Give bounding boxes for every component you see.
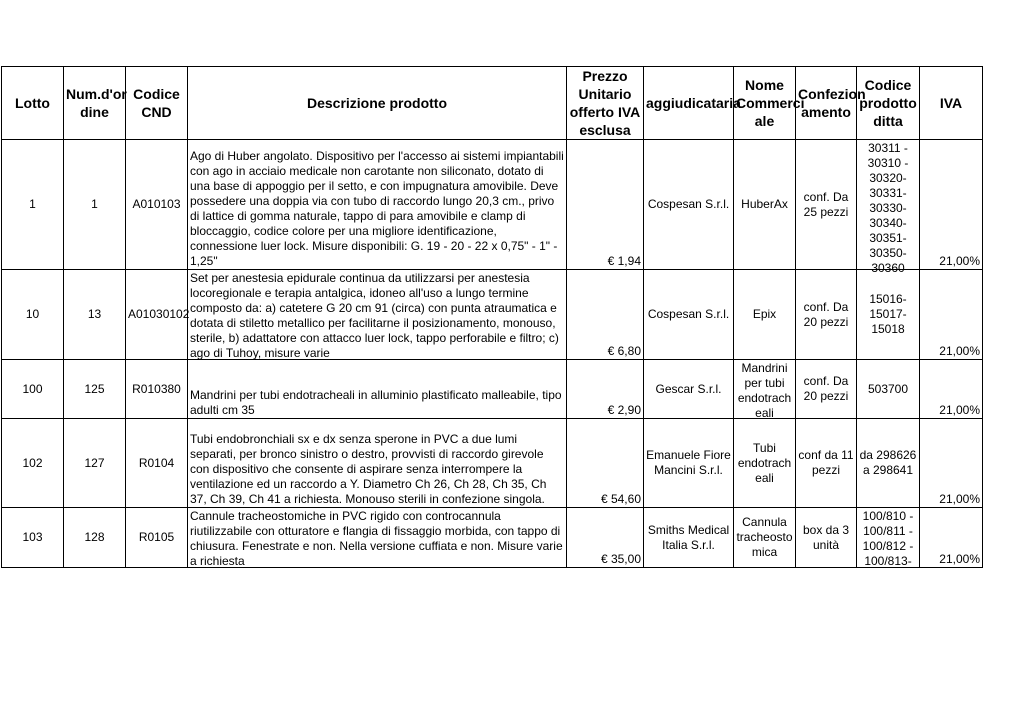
cell-lotto: 10 (2, 270, 64, 360)
procurement-table (1, 66, 983, 568)
cell-aggiudicataria: Smiths Medical Italia S.r.l. (644, 508, 734, 568)
cell-cnd: R0105 (126, 508, 188, 568)
header-aggiudicataria: aggiudicataria (644, 67, 734, 140)
cell-codice-ditta (857, 508, 920, 568)
cell-num: 128 (64, 508, 126, 568)
cell-confezione: box da 3 unità (796, 508, 857, 568)
cell-nome: HuberAx (734, 140, 796, 270)
procurement-table-sheet (1, 66, 983, 568)
header-lotto: Lotto (2, 67, 64, 140)
cell-confezione: conf. Da 20 pezzi (796, 270, 857, 360)
cell-cnd: R010380 (126, 360, 188, 419)
cell-aggiudicataria: Emanuele Fiore Mancini S.r.l. (644, 419, 734, 508)
cell-cnd: A010103 (126, 140, 188, 270)
description-text: Mandrini per tubi endotracheali in alluminio plastificato malleabile, tipo adulti cm 35 (190, 388, 562, 417)
cell-description (188, 419, 567, 508)
table-row (2, 360, 983, 419)
codice-ditta-text: 30311 - 30310 - 30320- 30331- 30330- 30340- 30351- 30350- 30360 (867, 140, 909, 275)
table-row (2, 140, 983, 270)
cell-iva: 21,00% (920, 140, 983, 270)
cell-codice-ditta (857, 140, 920, 275)
cell-nome: Tubi endotrach eali (734, 419, 796, 508)
cell-cnd: R0104 (126, 419, 188, 508)
header-nome-commerciale: Nome Commerci ale (734, 67, 796, 140)
header-codice-ditta: Codice prodotto ditta (857, 67, 920, 140)
cell-price: € 35,00 (567, 508, 644, 568)
cell-num: 1 (64, 140, 126, 270)
cell-confezione: conf. Da 20 pezzi (796, 360, 857, 419)
nome-text: Mandrini per tubi endotrach eali (737, 360, 792, 420)
header-codice-cnd: Codice CND (126, 67, 188, 140)
header-confezionamento: Confezion amento (796, 67, 857, 140)
header-iva: IVA (920, 67, 983, 140)
cell-num: 13 (64, 270, 126, 360)
cell-aggiudicataria: Gescar S.r.l. (644, 360, 734, 419)
cell-description (188, 360, 567, 419)
cell-codice-ditta: da 298626 a 298641 (857, 419, 920, 508)
table-row (2, 419, 983, 508)
cell-codice-ditta: 503700 (857, 360, 920, 419)
cell-num: 125 (64, 360, 126, 419)
cell-iva: 21,00% (920, 270, 983, 360)
description-text: Cannule tracheostomiche in PVC rigido con controcannula riutilizzabile con otturatore e flangia di fissaggio morbida, con tappo di chiusura. Fenestrate e non. Nella versione cuffiata e non. Misure varie a richiesta (190, 509, 563, 568)
cell-codice-ditta (857, 270, 920, 360)
cell-confezione: conf. Da 25 pezzi (796, 140, 857, 270)
description-text: Ago di Huber angolato. Dispositivo per l'accesso ai sistemi impiantabili con ago in acciaio medicale non carotante non siliconato, dotato di una base di appoggio per il setto, e con impugnatura amovibile. Deve possedere una doppia via con tubo di raccordo lungo 20,3 cm., privo di lattice di gomma naturale, tappo di para amovibile e clamp di bloccaggio, codice colore per una migliore identificazione, connessione luer lock. Misure disponibili: G. 19 - 20 - 22 x 0,75" - 1" - 1,25" (190, 149, 564, 268)
cell-cnd: A01030102 (126, 270, 188, 360)
cell-price: € 54,60 (567, 419, 644, 508)
cell-aggiudicataria: Cospesan S.r.l. (644, 140, 734, 270)
cell-num: 127 (64, 419, 126, 508)
cell-lotto: 103 (2, 508, 64, 568)
cell-lotto: 1 (2, 140, 64, 270)
description-text: Tubi endobronchiali sx e dx senza sperone in PVC a due lumi separati, per bronco sinistro o destro, provvisti di raccordo girevole con dispositivo che consente di aspirare senza interrompere la ventilazione ed un raccordo a Y. Diametro Ch 26, Ch 28, Ch 35, Ch 37, Ch 39, Ch 41 a richiesta. Monouso sterili in confezione singola. (190, 432, 547, 506)
cell-nome (734, 360, 796, 419)
codice-ditta-text: 15016- 15017- 15018 (869, 292, 907, 336)
cell-description (188, 508, 567, 568)
cell-lotto: 102 (2, 419, 64, 508)
cell-confezione: conf da 11 pezzi (796, 419, 857, 508)
cell-nome: Cannula tracheosto mica (734, 508, 796, 568)
header-row (2, 67, 983, 140)
cell-price: € 6,80 (567, 270, 644, 360)
table-row (2, 508, 983, 568)
cell-iva: 21,00% (920, 419, 983, 508)
cell-nome: Epix (734, 270, 796, 360)
cell-iva: 21,00% (920, 360, 983, 419)
header-descrizione: Descrizione prodotto (188, 67, 567, 140)
cell-aggiudicataria: Cospesan S.r.l. (644, 270, 734, 360)
description-text: Set per anestesia epidurale continua da utilizzarsi per anestesia locoregionale e terapia antalgica, idoneo all'uso a lungo termine composto da: a) catetere G 20 cm 91 (circa) con punta atraumatica e dotata di stiletto metallico per facilitarne il posizionamento, monouso, sterile, b) adattatore con attacco luer lock, tappo perforabile e filtro; c) ago di Tuhoy, misure varie (190, 271, 559, 360)
header-prezzo: Prezzo Unitario offerto IVA esclusa (567, 67, 644, 140)
header-num-ordine: Num.d'or dine (64, 67, 126, 140)
table-row (2, 270, 983, 360)
codice-ditta-text: 100/810 - 100/811 - 100/812 - 100/813- (862, 508, 914, 568)
cell-lotto: 100 (2, 360, 64, 419)
cell-description (188, 270, 567, 360)
cell-iva: 21,00% (920, 508, 983, 568)
cell-price: € 2,90 (567, 360, 644, 419)
cell-description (188, 140, 567, 270)
cell-price: € 1,94 (567, 140, 644, 270)
